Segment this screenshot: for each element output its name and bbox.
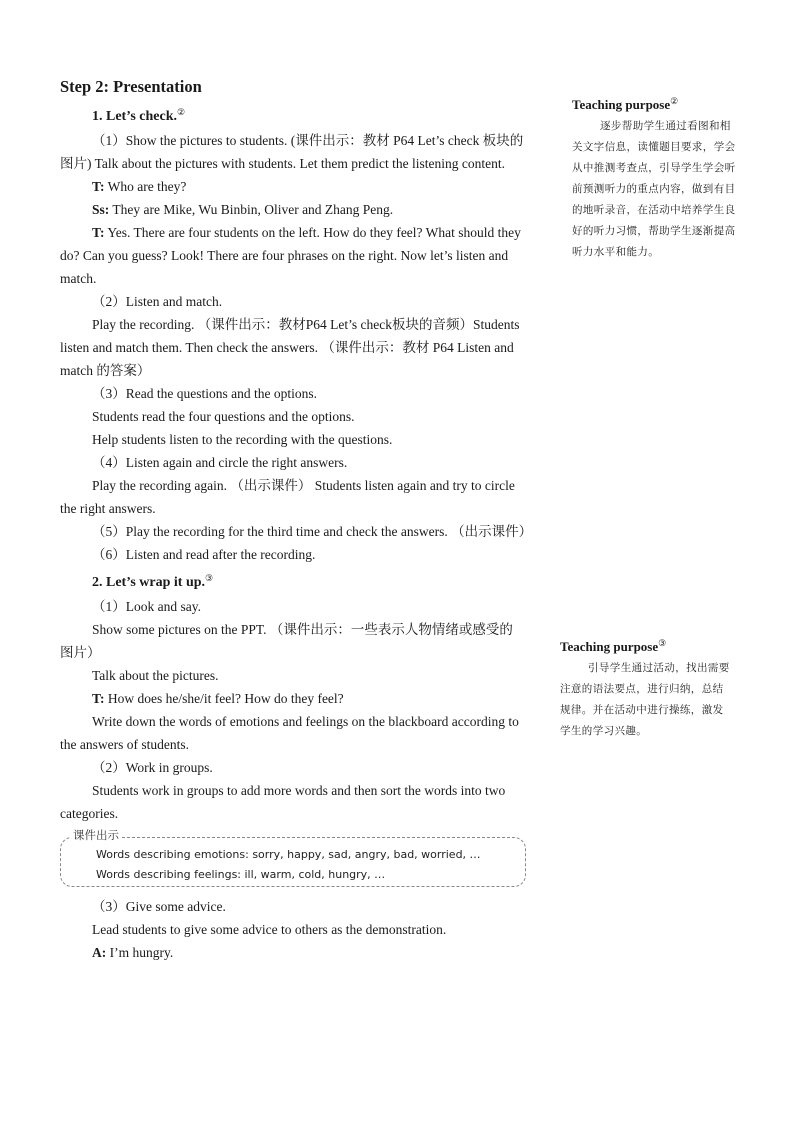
note-marker: ③ [205,573,214,583]
dialogue-line: A: I’m hungry. [92,945,174,960]
teaching-purpose-note-2 [560,634,730,742]
dialogue-line: T: How does he/she/it feel? How do they feel? [92,691,344,706]
paragraph: Students read the four questions and the options. [92,409,355,424]
emotions-words: Words describing emotions: sorry, happy, sad, angry, bad, worried, … [96,848,481,861]
paragraph: Play the recording. （课件出示：教材P64 Let’s check板块的音频）Students listen and match them. Then check the answers. （课件出示：教材 P64 Listen and match 的答案） [60,317,520,378]
dialogue-line: Ss: They are Mike, Wu Binbin, Oliver and Zhang Peng. [92,202,394,217]
paragraph: （2）Work in groups. [92,760,213,775]
paragraph: （1）Look and say. [92,599,201,614]
paragraph: Show some pictures on the PPT. （课件出示：一些表示人物情绪或感受的图片） [60,622,513,660]
paragraph: Lead students to give some advice to others as the demonstration. [92,922,447,937]
section-2-title: 2. Let’s wrap it up.③ [92,573,214,590]
paragraph: （5）Play the recording for the third time and check the answers. （出示课件） [92,524,533,539]
courseware-box [60,828,526,887]
main-content [60,76,533,964]
feelings-words: Words describing feelings: ill, warm, cold, hungry, … [96,868,386,881]
paragraph: （6）Listen and read after the recording. [92,547,316,562]
note-body: 引导学生通过活动，找出需要注意的语法要点，进行归纳，总结规律。并在活动中进行操练，激发学生的学习兴趣。 [560,662,730,737]
step-title: Step 2: Presentation [60,77,202,96]
courseware-label: 课件出示 [70,828,122,842]
teaching-purpose-note-1 [572,92,740,263]
paragraph: Students work in groups to add more words and then sort the words into two categories. [60,783,506,821]
section-1-title: 1. Let’s check.② [92,107,186,124]
dialogue-line: T: Who are they? [92,179,187,194]
paragraph: （2）Listen and match. [92,294,223,309]
dialogue-line: T: Yes. There are four students on the left. How do they feel? What should they do? Can you guess? Look! There are four phrases on the right. Now let’s listen and match. [60,225,521,286]
paragraph: （1）Show the pictures to students. (课件出示：教材 P64 Let’s check 板块的图片) Talk about the pictures with students. Let them predict the listening content. [60,133,524,171]
paragraph: （3）Give some advice. [92,899,226,914]
note-marker: ② [177,107,186,117]
note-title: Teaching purpose② [572,96,679,112]
paragraph: Write down the words of emotions and feelings on the blackboard according to the answers of students. [60,714,519,752]
paragraph: Help students listen to the recording with the questions. [92,432,393,447]
paragraph: Play the recording again. （出示课件） Students listen again and try to circle the right answers. [60,478,515,516]
note-body: 逐步帮助学生通过看图和相关文字信息，读懂题目要求，学会从中推测考查点，引导学生学会听前预测听力的重点内容，做到有目的地听录音，在活动中培养学生良好的听力习惯，帮助学生逐渐提高听力水平和能力。 [572,120,736,258]
note-title: Teaching purpose③ [560,638,667,654]
paragraph: Talk about the pictures. [92,668,219,683]
paragraph: （4）Listen again and circle the right answers. [92,455,348,470]
paragraph: （3）Read the questions and the options. [92,386,317,401]
